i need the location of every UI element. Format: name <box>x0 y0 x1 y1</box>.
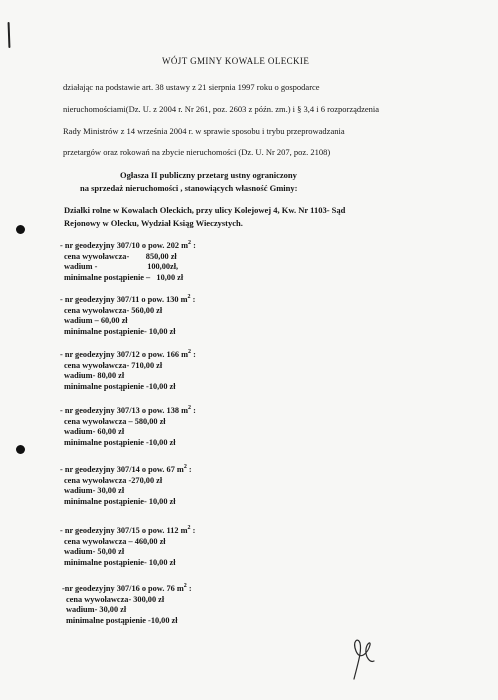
lot-deposit: wadium- 60,00 zł <box>64 427 125 437</box>
lot-starting-price: cena wywoławcza- 560,00 zł <box>64 305 163 315</box>
lot-heading-colon: : <box>190 525 196 535</box>
punch-hole-top <box>16 225 25 234</box>
lot-parcel-number: - nr geodezyjny 307/12 o pow. 166 m <box>60 349 188 359</box>
lot-parcel-number: - nr geodezyjny 307/14 o pow. 67 m <box>60 464 184 474</box>
lot-parcel-number: - nr geodezyjny 307/10 o pow. 202 m <box>60 240 188 250</box>
lot-parcel-number: - nr geodezyjny 307/15 o pow. 112 m <box>60 525 188 535</box>
area-unit-superscript: 2 <box>187 294 191 300</box>
lot-heading-colon: : <box>186 583 192 593</box>
lot-deposit: wadium- 30,00 zł <box>66 605 127 615</box>
location-line-1: Działki rolne w Kowalach Oleckich, przy ulicy Kolejowej 4, Kw. Nr 1103- Sąd <box>64 205 346 215</box>
signature-mark <box>340 633 380 683</box>
area-unit-superscript: 2 <box>183 464 187 470</box>
area-unit-superscript: 2 <box>188 349 191 355</box>
lot-block <box>62 583 192 627</box>
lot-block <box>60 294 195 338</box>
lot-parcel-number: - nr geodezyjny 307/13 o pow. 138 m <box>60 405 188 415</box>
intro-line-2: nieruchomościami(Dz. U. z 2004 r. Nr 261, poz. 2603 z późn. zm.) i § 3,4 i 6 rozporządzenia <box>63 104 380 114</box>
intro-line-4: przetargów oraz rokowań na zbycie nieruchomości (Dz. U. Nr 207, poz. 2108) <box>63 147 331 157</box>
lot-starting-price: cena wywoławcza – 580,00 zł <box>64 416 166 426</box>
lot-minimum-increment: minimalne postąpienie – 10,00 zł <box>64 273 184 283</box>
lot-deposit: wadium- 30,00 zł <box>64 486 125 496</box>
area-unit-superscript: 2 <box>183 583 187 589</box>
lot-block <box>60 349 196 393</box>
lot-block <box>60 464 192 508</box>
lot-heading-colon: : <box>191 240 196 250</box>
announcement-line-1: Ogłasza II publiczny przetarg ustny ograniczony <box>120 170 297 180</box>
intro-line-1: działając na podstawie art. 38 ustawy z 21 sierpnia 1997 roku o gospodarce <box>63 82 320 92</box>
lot-block <box>60 405 196 449</box>
lot-minimum-increment: minimalne postąpienie -10,00 zł <box>64 438 176 448</box>
lot-minimum-increment: minimalne postąpienie- 10,00 zł <box>64 558 176 568</box>
document-title: WÓJT GMINY KOWALE OLECKIE <box>162 56 310 66</box>
area-unit-superscript: 2 <box>188 405 191 411</box>
lot-minimum-increment: minimalne postąpienie- 10,00 zł <box>64 327 176 337</box>
area-unit-superscript: 2 <box>187 525 191 531</box>
announcement-line-2: na sprzedaż nieruchomości , stanowiących własność Gminy: <box>80 183 298 193</box>
lot-minimum-increment: minimalne postąpienie- 10,00 zł <box>64 497 176 507</box>
lot-deposit: wadium- 80,00 zł <box>64 371 125 381</box>
lot-heading-colon: : <box>190 294 196 304</box>
lot-starting-price: cena wywoławcza- 710,00 zł <box>64 360 163 370</box>
lot-heading-colon: : <box>191 405 196 415</box>
intro-line-3: Rady Ministrów z 14 września 2004 r. w sprawie sposobu i trybu przeprowadzania <box>63 126 345 136</box>
lot-minimum-increment: minimalne postąpienie -10,00 zł <box>64 382 176 392</box>
lot-deposit: wadium- 50,00 zł <box>64 547 125 557</box>
lot-heading <box>60 240 196 252</box>
lot-heading-colon: : <box>191 349 196 359</box>
lot-deposit: wadium – 60,00 zł <box>64 316 128 326</box>
lot-heading <box>60 525 195 537</box>
lot-heading <box>62 583 192 595</box>
lot-heading <box>60 405 196 417</box>
punch-hole-bottom <box>16 445 25 454</box>
area-unit-superscript: 2 <box>188 240 191 246</box>
location-line-2: Rejonowy w Olecku, Wydział Ksiąg Wieczystych. <box>64 218 243 228</box>
lot-deposit: wadium - 100,00zł, <box>64 262 179 272</box>
lot-heading <box>60 294 195 306</box>
lot-starting-price: cena wywoławcza – 460,00 zł <box>64 536 166 546</box>
lot-heading <box>60 464 192 476</box>
lot-minimum-increment: minimalne postąpienie -10,00 zł <box>66 616 178 626</box>
lot-parcel-number: -nr geodezyjny 307/16 o pow. 76 m <box>62 583 184 593</box>
lot-starting-price: cena wywoławcza- 300,00 zł <box>66 594 165 604</box>
lot-heading <box>60 349 196 361</box>
lot-starting-price: cena wywoławcza- 850,00 zł <box>64 251 177 261</box>
lot-starting-price: cena wywoławcza -270,00 zł <box>64 475 163 485</box>
lot-block <box>60 525 195 569</box>
pen-stroke-mark <box>8 22 11 48</box>
lot-block <box>60 240 196 284</box>
lot-heading-colon: : <box>186 464 192 474</box>
lot-parcel-number: - nr geodezyjny 307/11 o pow. 130 m <box>60 294 188 304</box>
